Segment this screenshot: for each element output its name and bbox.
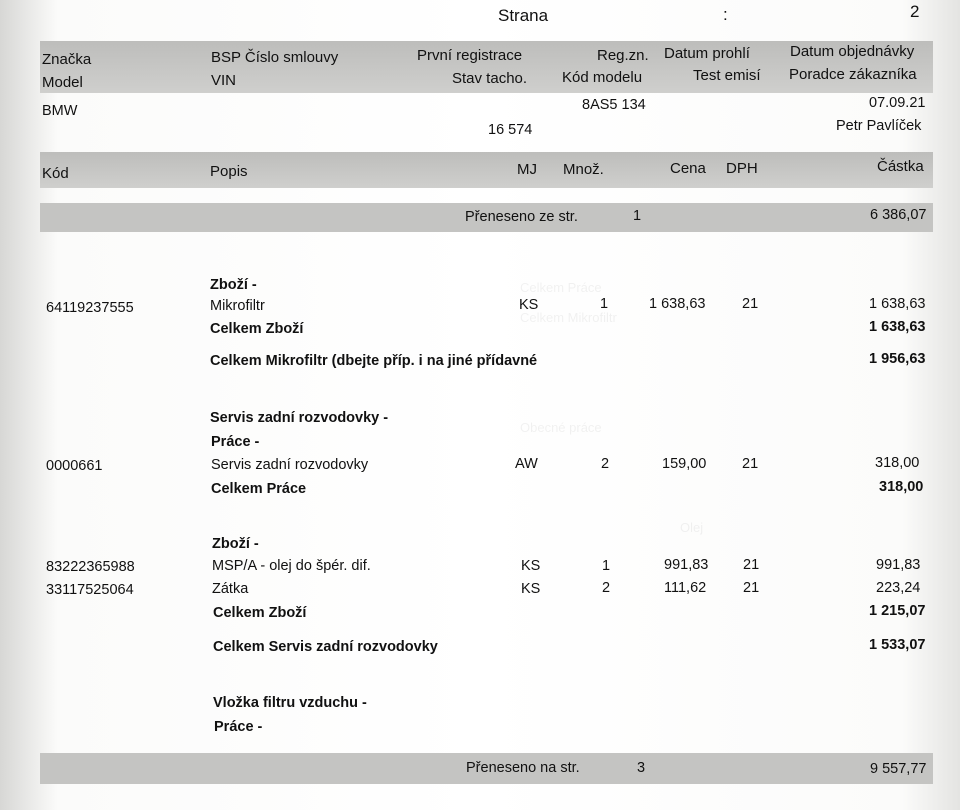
labor-1-total: 318,00 <box>879 479 924 495</box>
item-vat-microfilter: 21 <box>742 296 759 312</box>
item-price-diff-service: 159,00 <box>662 456 707 472</box>
diff-service-total-label: Celkem Servis zadní rozvodovky <box>213 639 438 655</box>
item-code-microfilter: 64119237555 <box>46 300 134 316</box>
vehicle-advisor: Petr Pavlíček <box>836 118 922 134</box>
item-qty-plug: 2 <box>602 580 611 596</box>
item-unit-plug: KS <box>521 581 541 597</box>
item-unit-diff-oil: KS <box>521 558 541 574</box>
carried-in-label: Přeneseno ze str. <box>465 209 578 225</box>
carried-in-amount: 6 386,07 <box>870 207 927 223</box>
item-qty-microfilter: 1 <box>600 296 609 312</box>
header-odometer: Stav tacho. <box>452 70 528 87</box>
page-colon: : <box>723 5 728 24</box>
carried-in-page: 1 <box>633 208 642 224</box>
vehicle-odometer: 16 574 <box>488 122 533 138</box>
section-air-filter: Vložka filtru vzduchu - <box>213 695 367 711</box>
item-desc-microfilter: Mikrofiltr <box>210 298 265 314</box>
column-amount: Částka <box>877 158 924 175</box>
vehicle-make: BMW <box>42 103 78 119</box>
column-quantity: Množ. <box>563 161 604 178</box>
header-order-date: Datum objednávky <box>790 43 915 60</box>
column-vat: DPH <box>726 160 758 177</box>
item-vat-diff-service: 21 <box>742 456 759 472</box>
item-amount-microfilter: 1 638,63 <box>869 296 926 312</box>
header-inspection-date: Datum prohlí <box>664 45 750 62</box>
vehicle-order-date: 07.09.21 <box>869 95 926 111</box>
item-price-plug: 111,62 <box>664 580 707 596</box>
goods-2-total: 1 215,07 <box>869 603 926 619</box>
diff-service-total: 1 533,07 <box>869 637 926 653</box>
item-unit-diff-service: AW <box>515 456 538 472</box>
item-amount-plug: 223,24 <box>876 580 921 596</box>
header-model-code: Kód modelu <box>562 69 643 86</box>
item-qty-diff-service: 2 <box>601 456 610 472</box>
section-labor-2: Práce - <box>214 719 263 735</box>
item-vat-diff-oil: 21 <box>743 557 760 573</box>
item-qty-diff-oil: 1 <box>602 558 611 574</box>
column-unit: MJ <box>517 161 537 178</box>
item-amount-diff-oil: 991,83 <box>876 557 921 573</box>
header-model: Model <box>42 74 83 91</box>
goods-2-total-label: Celkem Zboží <box>213 605 307 621</box>
section-goods-2: Zboží - <box>212 536 259 552</box>
section-labor-1: Práce - <box>211 434 260 450</box>
item-price-microfilter: 1 638,63 <box>649 296 706 312</box>
microfilter-total-label: Celkem Mikrofiltr (dbejte příp. i na jiné přídavné <box>210 353 538 369</box>
item-price-diff-oil: 991,83 <box>664 557 709 573</box>
goods-1-total: 1 638,63 <box>869 319 926 335</box>
item-desc-diff-service: Servis zadní rozvodovky <box>211 457 369 473</box>
header-advisor: Poradce zákazníka <box>789 66 917 83</box>
header-make: Značka <box>42 51 92 68</box>
header-first-registration: První registrace <box>417 47 523 64</box>
goods-1-total-label: Celkem Zboží <box>210 321 304 337</box>
column-description: Popis <box>210 163 248 180</box>
item-code-diff-service: 0000661 <box>46 458 103 474</box>
item-amount-diff-service: 318,00 <box>875 455 920 471</box>
page-number: 2 <box>910 2 920 21</box>
carried-out-amount: 9 557,77 <box>870 761 927 777</box>
header-contract: BSP Číslo smlouvy <box>211 49 339 66</box>
item-unit-microfilter: KS <box>519 297 539 313</box>
item-code-diff-oil: 83222365988 <box>46 559 135 575</box>
page-label: Strana <box>498 6 549 25</box>
header-vin: VIN <box>211 72 237 89</box>
column-price: Cena <box>670 160 706 177</box>
vehicle-model-code: 8AS5 134 <box>582 97 646 113</box>
header-reg-number: Reg.zn. <box>597 47 649 64</box>
labor-1-total-label: Celkem Práce <box>211 481 307 497</box>
item-code-plug: 33117525064 <box>46 582 134 598</box>
item-vat-plug: 21 <box>743 580 760 596</box>
section-goods-1: Zboží - <box>210 277 257 293</box>
columns-header-band <box>40 152 933 188</box>
section-diff-service: Servis zadní rozvodovky - <box>210 410 389 426</box>
microfilter-total: 1 956,63 <box>869 351 926 367</box>
header-emission-test: Test emisí <box>693 67 761 84</box>
carried-out-page: 3 <box>637 760 646 776</box>
column-code: Kód <box>42 165 69 182</box>
item-desc-diff-oil: MSP/A - olej do špér. dif. <box>212 558 371 574</box>
item-desc-plug: Zátka <box>212 581 249 597</box>
carried-out-label: Přeneseno na str. <box>466 760 580 776</box>
